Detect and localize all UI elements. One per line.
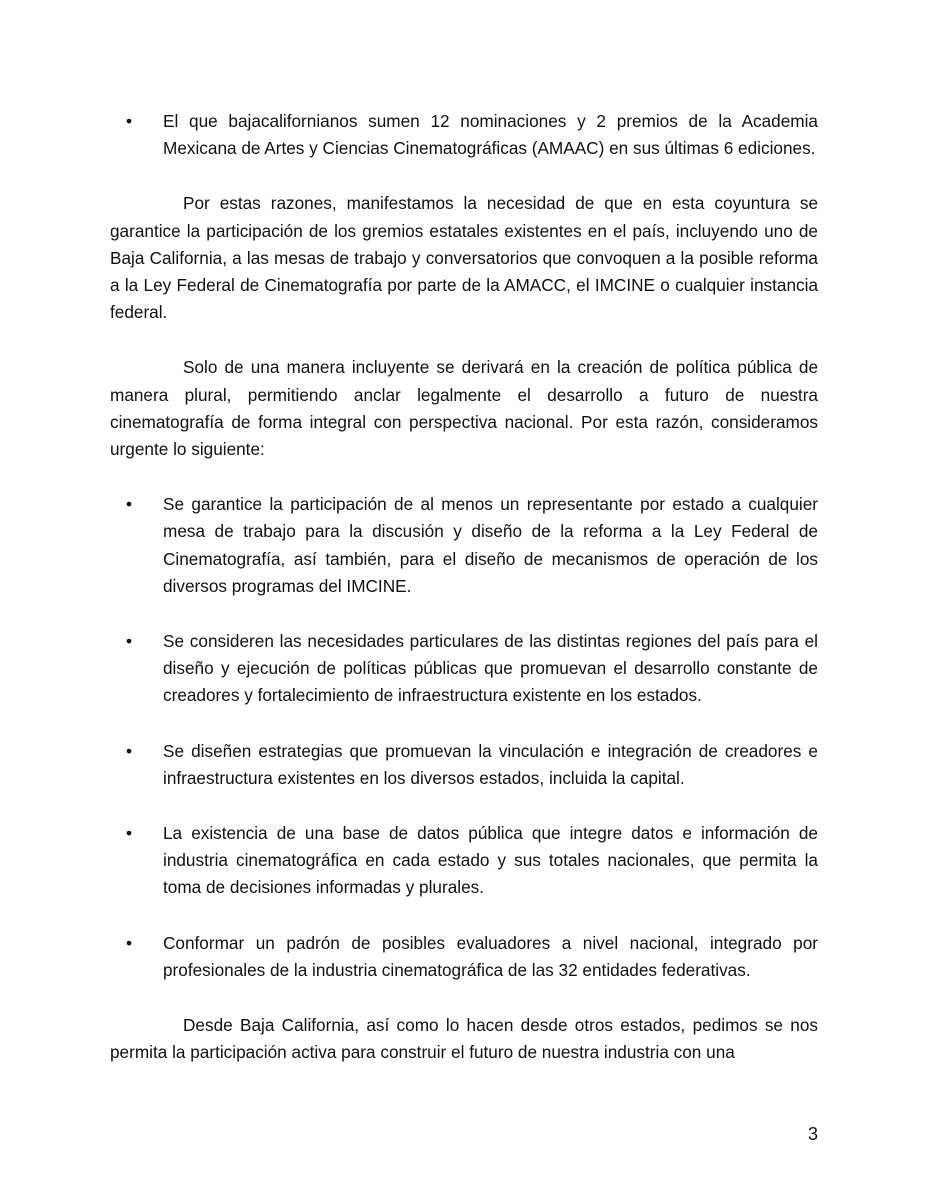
list-item	[110, 108, 818, 162]
list-item	[110, 820, 818, 902]
list-item-text: Se garantice la participación de al menos un representante por estado a cualquier mesa de trabajo para la discusión y diseño de la reforma a la Ley Federal de Cinematografía, así también, para el diseño de mecanismos de operación de los diversos programas del IMCINE.	[163, 494, 818, 596]
list-item-text: Conformar un padrón de posibles evaluadores a nivel nacional, integrado por profesionales de la industria cinematográfica de las 32 entidades federativas.	[163, 932, 818, 980]
page-body	[110, 108, 818, 1066]
bullet-icon: •	[125, 823, 133, 844]
bullet-icon: •	[125, 111, 133, 131]
list-item-text: La existencia de una base de datos pública que integre datos e información de industria cinematográfica en cada estado y sus totales nacionales, que permita la toma de decisiones informadas y plurales.	[163, 823, 818, 898]
bullet-icon: •	[125, 932, 133, 953]
bullet-icon: •	[125, 494, 133, 515]
list-item-text: Se consideren las necesidades particulares de las distintas regiones del país para el diseño y ejecución de políticas públicas que promuevan el desarrollo constante de creadores y fortalecimiento de infraestructura existente en los estados.	[163, 631, 818, 706]
list-item	[110, 491, 818, 600]
page-number: 3	[807, 1124, 818, 1144]
paragraph-reasons: Por estas razones, manifestamos la necesidad de que en esta coyuntura se garantice la participación de los gremios estatales existentes en el país, incluyendo uno de Baja California, a las mesas de trabajo y conversatorios que convoquen a la posible reforma a la Ley Federal de Cinematografía por parte de la AMACC, el IMCINE o cualquier instancia federal.	[110, 193, 818, 323]
bullet-icon: •	[125, 740, 133, 761]
list-item-text: El que bajacalifornianos sumen 12 nominaciones y 2 premios de la Academia Mexicana de Artes y Ciencias Cinematográficas (AMAAC) en sus últimas 6 ediciones.	[163, 111, 818, 159]
list-item	[110, 738, 818, 792]
paragraph-closing: Desde Baja California, así como lo hacen desde otros estados, pedimos se nos permita la participación activa para construir el futuro de nuestra industria con una	[110, 1015, 818, 1063]
paragraph-inclusive: Solo de una manera incluyente se derivará en la creación de política pública de manera plural, permitiendo anclar legalmente el desarrollo a futuro de nuestra cinematografía de forma integral con perspectiva nacional. Por esta razón, consideramos urgente lo siguiente:	[110, 357, 818, 460]
list-item-text: Se diseñen estrategias que promuevan la vinculación e integración de creadores e infraestructura existentes en los diversos estados, incluida la capital.	[163, 740, 818, 788]
bullet-icon: •	[125, 631, 133, 652]
list-item	[110, 930, 818, 984]
list-item	[110, 628, 818, 710]
